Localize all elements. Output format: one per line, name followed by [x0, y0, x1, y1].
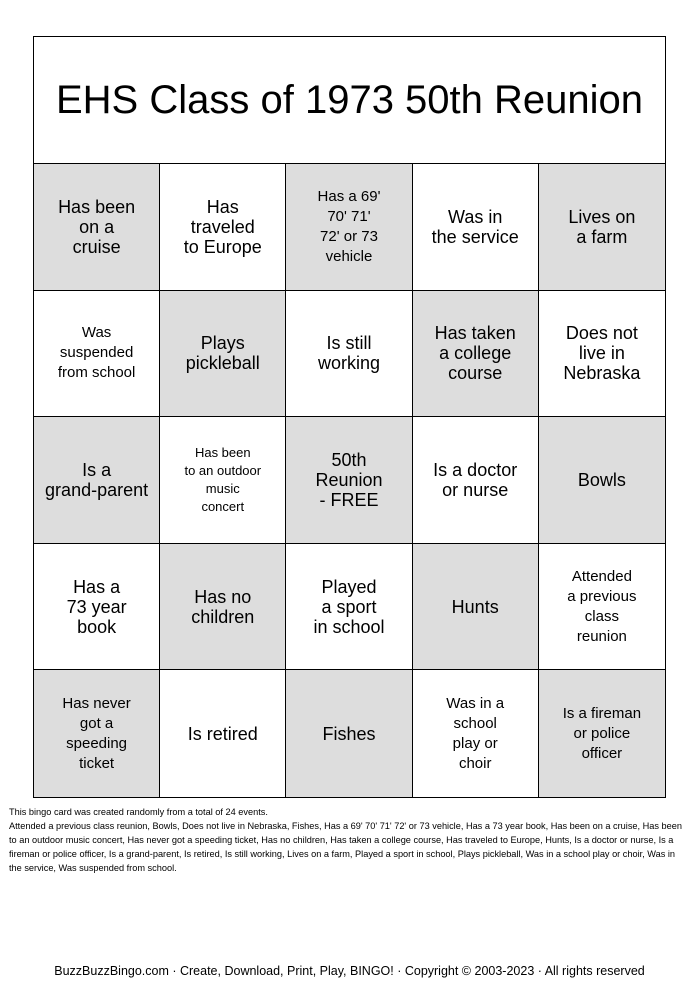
bingo-cell[interactable]: Is a doctor or nurse: [413, 417, 539, 544]
bingo-cell[interactable]: Plays pickleball: [160, 291, 286, 418]
bingo-cell[interactable]: Was in the service: [413, 164, 539, 291]
bingo-cell[interactable]: Attended a previous class reunion: [539, 544, 665, 671]
bingo-grid: [34, 164, 665, 797]
title-row: [34, 37, 665, 164]
bingo-cell[interactable]: Is still working: [286, 291, 412, 418]
bingo-cell[interactable]: Has been on a cruise: [34, 164, 160, 291]
note-summary: This bingo card was created randomly from a total of 24 events.: [9, 807, 268, 817]
bingo-cell[interactable]: Was suspended from school: [34, 291, 160, 418]
bingo-cell[interactable]: Hunts: [413, 544, 539, 671]
page-footer: BuzzBuzzBingo.com · Create, Download, Print, Play, BINGO! · Copyright © 2003-2023 · All rights reserved: [54, 964, 645, 978]
bingo-cell[interactable]: Has no children: [160, 544, 286, 671]
bingo-cell[interactable]: Has been to an outdoor music concert: [160, 417, 286, 544]
bingo-cell[interactable]: Bowls: [539, 417, 665, 544]
bingo-cell[interactable]: Lives on a farm: [539, 164, 665, 291]
bingo-cell[interactable]: Is a grand-parent: [34, 417, 160, 544]
bingo-cell[interactable]: Fishes: [286, 670, 412, 797]
bingo-cell[interactable]: Has never got a speeding ticket: [34, 670, 160, 797]
bingo-cell[interactable]: Is a fireman or police officer: [539, 670, 665, 797]
bingo-cell[interactable]: Has a 69' 70' 71' 72' or 73 vehicle: [286, 164, 412, 291]
bingo-cell[interactable]: Is retired: [160, 670, 286, 797]
bingo-cell[interactable]: Has a 73 year book: [34, 544, 160, 671]
card-note: [9, 805, 689, 875]
note-event-list: Attended a previous class reunion, Bowls, Does not live in Nebraska, Fishes, Has a 69' 70' 71' 72' or 73 vehicle, Has a 73 year book, Has been on a cruise, Has been to an outdoor music concert, Has never got a speeding ticket, Has no children, Has taken a college course, Has traveled to Europe, Hunts, Is a doctor or nurse, Is a fireman or police officer, Is a grand-parent, Is retired, Is still working, Lives on a farm, Played a sport in school, Plays pickleball, Was in a school play or choir, Was in the service, Was suspended from school.: [9, 821, 682, 873]
bingo-cell[interactable]: Does not live in Nebraska: [539, 291, 665, 418]
bingo-cell[interactable]: 50th Reunion - FREE: [286, 417, 412, 544]
bingo-cell[interactable]: Has taken a college course: [413, 291, 539, 418]
card-title: EHS Class of 1973 50th Reunion: [55, 77, 644, 122]
bingo-card: [33, 36, 666, 798]
bingo-cell[interactable]: Has traveled to Europe: [160, 164, 286, 291]
bingo-cell[interactable]: Was in a school play or choir: [413, 670, 539, 797]
bingo-cell[interactable]: Played a sport in school: [286, 544, 412, 671]
